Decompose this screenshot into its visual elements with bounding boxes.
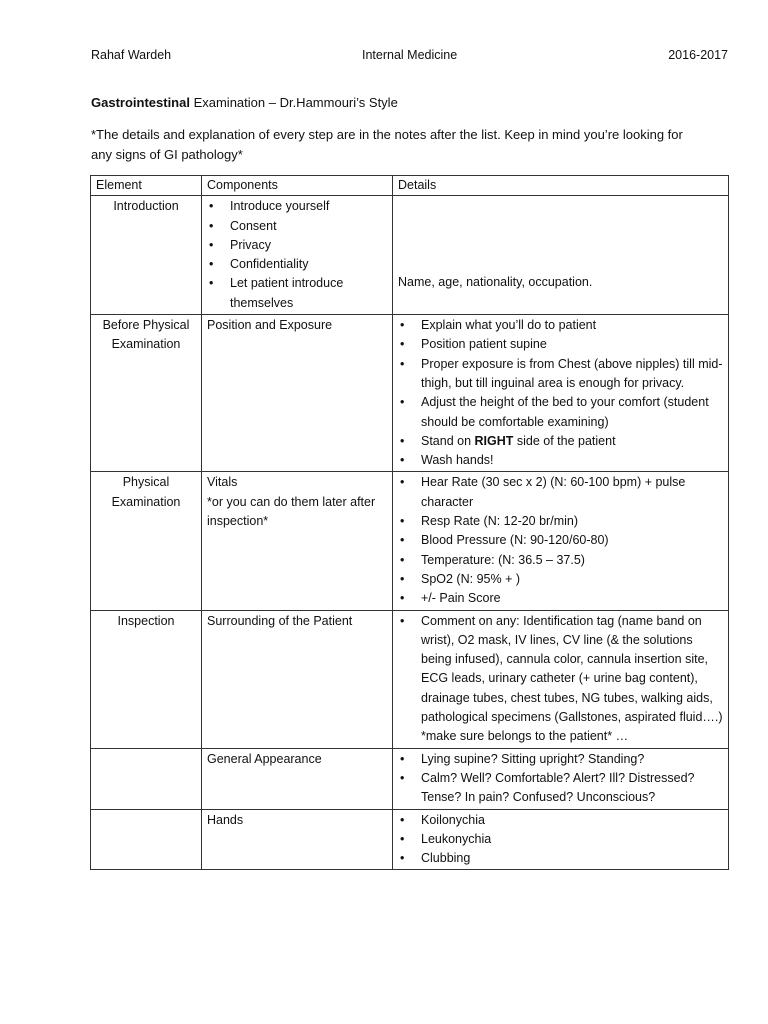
- element-empty: [91, 809, 202, 870]
- details-before-physical: [393, 315, 729, 472]
- general-appearance-list: [398, 750, 723, 808]
- header-element: Element: [91, 176, 202, 196]
- list-item: • Introduce yourself: [207, 197, 387, 216]
- hands-list: [398, 811, 723, 869]
- element-physical: Physical Examination: [91, 472, 202, 610]
- list-item: • Clubbing: [398, 849, 723, 868]
- stand-suffix: side of the patient: [513, 433, 616, 448]
- list-item: • Comment on any: Identification tag (name band on wrist), O2 mask, IV lines, CV line (& the solutions being infused), cannula color, cannula insertion site, ECG leads, urinary catheter (+ urine bag content), drainage tubes, chest tubes, NG tubes, walking aids, pathological specimens (Gallstones, aspirated fluid….) *make sure belongs to the patient* …: [398, 612, 723, 747]
- table-row: [91, 315, 729, 472]
- component-hands: Hands: [202, 809, 393, 870]
- surrounding-list: [398, 612, 723, 747]
- vitals-note: *or you can do them later after inspection*: [207, 494, 376, 529]
- list-item: • SpO2 (N: 95% + ): [398, 570, 723, 589]
- header-course: Internal Medicine: [362, 48, 458, 62]
- title-bold: Gastrointestinal: [91, 95, 190, 110]
- details-introduction: [393, 196, 729, 315]
- list-item-stand-right: [398, 432, 723, 451]
- list-item: • Adjust the height of the bed to your comfort (student should be comfortable examining): [398, 393, 723, 432]
- list-item: • Position patient supine: [398, 335, 723, 354]
- intro-note: *The details and explanation of every step are in the notes after the list. Keep in mind you’re looking for any signs of GI pathology*: [91, 127, 683, 162]
- list-item: • Wash hands!: [398, 451, 723, 470]
- list-item: • Blood Pressure (N: 90-120/60-80): [398, 531, 723, 550]
- table-row: [91, 472, 729, 610]
- list-item: • Explain what you’ll do to patient: [398, 316, 723, 335]
- element-inspection: Inspection: [91, 610, 202, 748]
- stand-right-bold: RIGHT: [474, 433, 514, 448]
- details-general-appearance: [393, 748, 729, 809]
- component-surrounding: Surrounding of the Patient: [202, 610, 393, 748]
- table-row: [91, 610, 729, 748]
- vitals-label: Vitals: [207, 475, 238, 490]
- list-item: • Resp Rate (N: 12-20 br/min): [398, 512, 723, 531]
- details-hands: [393, 809, 729, 870]
- components-introduction: [202, 196, 393, 315]
- details-surrounding: [393, 610, 729, 748]
- list-item: • Confidentiality: [207, 255, 387, 274]
- table-row: [91, 196, 729, 315]
- list-item: • Proper exposure is from Chest (above nipples) till mid-thigh, but till inguinal area is enough for privacy.: [398, 355, 723, 394]
- document-title: [91, 95, 398, 110]
- list-item: • Privacy: [207, 236, 387, 255]
- element-before-physical: Before Physical Examination: [91, 315, 202, 472]
- header-year: 2016-2017: [668, 48, 728, 62]
- list-item: • Consent: [207, 217, 387, 236]
- table-header-row: [91, 176, 729, 196]
- element-introduction: Introduction: [91, 196, 202, 315]
- title-rest: Examination – Dr.Hammouri’s Style: [189, 95, 398, 110]
- table-row: [91, 809, 729, 870]
- component-general-appearance: General Appearance: [202, 748, 393, 809]
- list-item: • Lying supine? Sitting upright? Standing?: [398, 750, 723, 769]
- header-details: Details: [393, 176, 729, 196]
- component-vitals: [202, 472, 393, 610]
- list-item: • Hear Rate (30 sec x 2) (N: 60-100 bpm) + pulse character: [398, 473, 723, 512]
- exam-table: [90, 175, 729, 870]
- details-physical: [393, 472, 729, 610]
- page-header: [91, 48, 731, 66]
- component-position-exposure: Position and Exposure: [202, 315, 393, 472]
- vitals-list: [398, 473, 723, 608]
- header-components: Components: [202, 176, 393, 196]
- list-item: • +/- Pain Score: [398, 589, 723, 608]
- introduction-list: [207, 197, 387, 313]
- element-empty: [91, 748, 202, 809]
- stand-prefix: Stand on: [421, 433, 475, 448]
- before-physical-list: [398, 316, 723, 470]
- list-item: • Koilonychia: [398, 811, 723, 830]
- table-row: [91, 748, 729, 809]
- list-item: • Leukonychia: [398, 830, 723, 849]
- list-item: • Temperature: (N: 36.5 – 37.5): [398, 551, 723, 570]
- header-author: Rahaf Wardeh: [91, 48, 172, 62]
- list-item: • Let patient introduce themselves: [207, 274, 387, 313]
- introduction-details-text: Name, age, nationality, occupation.: [398, 275, 593, 290]
- list-item: • Calm? Well? Comfortable? Alert? Ill? Distressed? Tense? In pain? Confused? Unconscious?: [398, 769, 723, 808]
